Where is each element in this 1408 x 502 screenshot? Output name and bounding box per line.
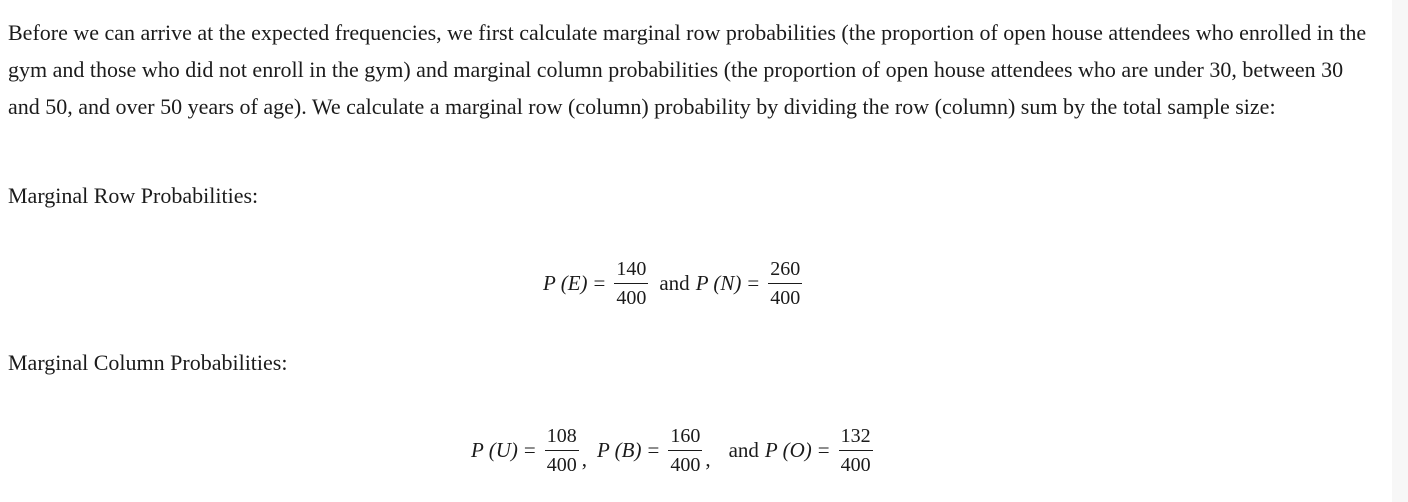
- row-probabilities-equation: [543, 258, 805, 309]
- intro-paragraph: Before we can arrive at the expected frequencies, we first calculate marginal row probabilities (the proportion of open house attendees who enrolled in the gym and those who did not enroll in the gym) and marginal column probabilities (the proportion of open house attendees who are under 30, between 30 and 50, and over 50 years of age). We calculate a marginal row (column) probability by dividing the row (column) sum by the total sample size:: [8, 20, 1367, 119]
- denominator: 400: [770, 287, 801, 309]
- fraction-p-n: [768, 258, 802, 309]
- equals-sign: =: [817, 438, 830, 462]
- denominator: 400: [670, 454, 701, 476]
- p-o-label: P (O): [764, 438, 812, 462]
- numerator: 140: [614, 258, 648, 284]
- numerator: 108: [545, 425, 579, 451]
- document-body: [8, 0, 1378, 125]
- denominator: 400: [616, 287, 647, 309]
- comma-separator: ,: [581, 447, 587, 471]
- denominator: 400: [546, 454, 577, 476]
- p-u-label: P (U): [471, 438, 518, 462]
- column-probabilities-equation: [471, 425, 876, 476]
- numerator: 132: [839, 425, 873, 451]
- fraction-p-b: [668, 425, 702, 476]
- p-n-label: P (N): [695, 271, 742, 295]
- denominator: 400: [840, 454, 871, 476]
- equals-sign: =: [523, 438, 536, 462]
- and-text: and: [659, 271, 690, 295]
- numerator: 160: [668, 425, 702, 451]
- fraction-p-u: [545, 425, 579, 476]
- p-e-label: P (E): [543, 271, 588, 295]
- comma-separator: ,: [705, 447, 711, 471]
- equals-sign: =: [593, 271, 606, 295]
- equals-sign: =: [647, 438, 660, 462]
- marginal-column-heading: Marginal Column Probabilities:: [8, 350, 288, 375]
- marginal-row-heading: Marginal Row Probabilities:: [8, 183, 259, 208]
- scrollbar-gutter: [1392, 0, 1408, 502]
- fraction-p-e: [614, 258, 648, 309]
- and-text: and: [728, 438, 759, 462]
- equals-sign: =: [747, 271, 760, 295]
- p-b-label: P (B): [596, 438, 642, 462]
- numerator: 260: [768, 258, 802, 284]
- fraction-p-o: [839, 425, 873, 476]
